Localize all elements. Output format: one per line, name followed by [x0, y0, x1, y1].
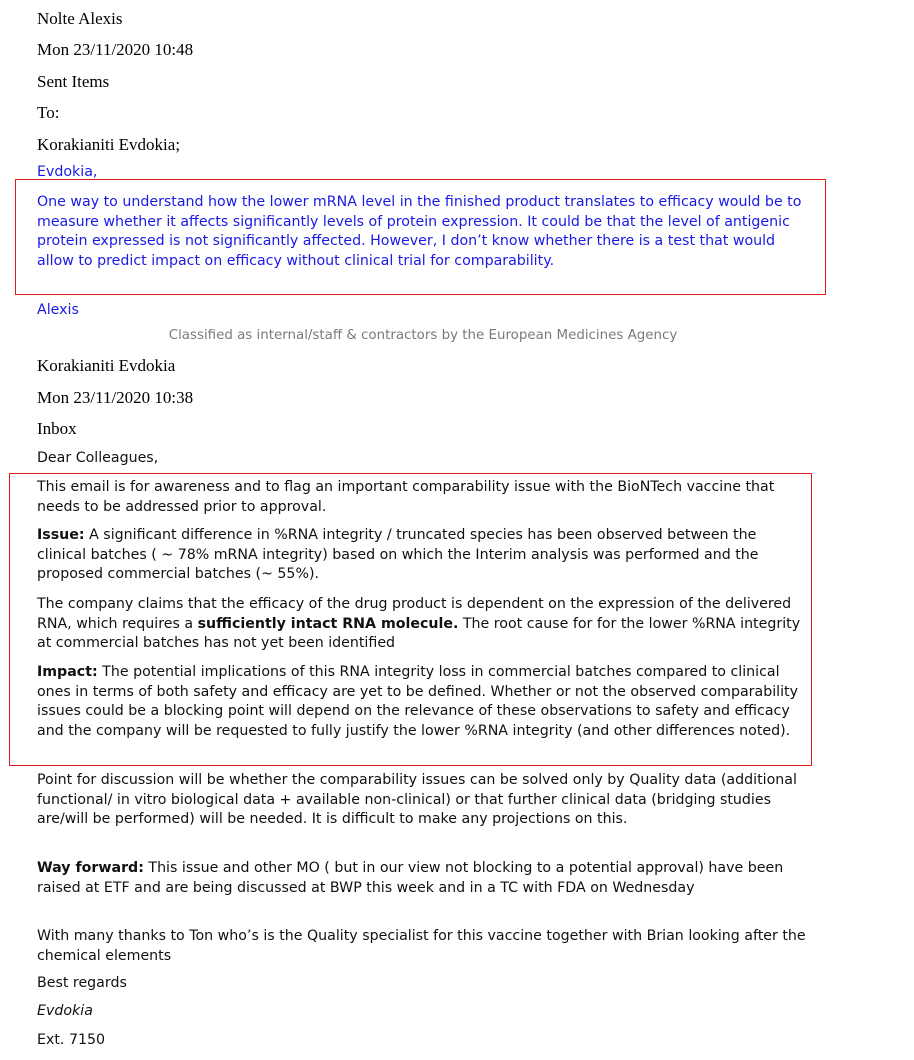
- reply-greeting: Evdokia,: [37, 164, 98, 180]
- paragraph-impact: [37, 663, 807, 741]
- to-label: To:: [37, 103, 60, 122]
- paragraph-awareness: This email is for awareness and to flag an important comparability issue with the BioNTech vaccine that needs to be addressed prior to approval.: [37, 479, 775, 515]
- way-forward-label: Way forward:: [37, 860, 144, 876]
- sender-name: Nolte Alexis: [37, 9, 123, 28]
- paragraph-way-forward: [37, 859, 807, 898]
- original-sender-name: Korakianiti Evdokia: [37, 356, 176, 375]
- impact-text: The potential implications of this RNA integrity loss in commercial batches compared to clinical ones in terms of both safety and efficacy are yet to be defined. Whether or not the observed comparability issues could be a blocking point will depend on the relevance of these observations to safety and efficacy and the company will be requested to fully justify the lower %RNA integrity (and other differences noted).: [37, 664, 798, 739]
- impact-label: Impact:: [37, 664, 98, 680]
- sent-date: Mon 23/11/2020 10:48: [37, 40, 194, 59]
- signature-name-text: Evdokia: [37, 1003, 93, 1019]
- claims-bold: sufficiently intact RNA molecule.: [197, 615, 459, 632]
- way-forward-text: This issue and other MO ( but in our view not blocking to a potential approval) have been raised at ETF and are being discussed at BWP this week and in a TC with FDA on Wednesday: [37, 860, 784, 896]
- claims-text-b: The root cause for for the lower %RNA integrity at commercial batches has not yet been identified: [37, 615, 801, 652]
- recipient-name: Korakianiti Evdokia;: [37, 135, 181, 154]
- closing: Best regards: [37, 975, 127, 991]
- paragraph-issue: [37, 526, 807, 585]
- signature-name: [37, 1002, 827, 1022]
- paragraph-company-claims: [37, 595, 807, 654]
- reply-body: One way to understand how the lower mRNA level in the finished product translates to efficacy would be to measure whether it affects significantly levels of protein expression. It could be that the level of antigenic protein expressed is not significantly affected. However, I don’t know whether there is a test that would allow to predict impact on efficacy without clinical trial for comparability.: [37, 194, 802, 269]
- original-sent-date: Mon 23/11/2020 10:38: [37, 388, 194, 407]
- reply-signoff: Alexis: [37, 302, 79, 318]
- paragraph-discussion: Point for discussion will be whether the comparability issues can be solved only by Quality data (additional functional/ in vitro biological data + available non-clinical) or that further clinical data (bridging studies are/will be performed) will be needed. It is difficult to make any projections on this.: [37, 772, 797, 828]
- issue-label: Issue:: [37, 527, 85, 543]
- issue-text: A significant difference in %RNA integrity / truncated species has been observed between the clinical batches ( ~ 78% mRNA integrity) based on which the Interim analysis was performed and the proposed commercial batches (~ 55%).: [37, 527, 759, 583]
- claims-text-a: The company claims that the efficacy of the drug product is dependent on the expression of the delivered RNA, which requires a: [37, 596, 792, 632]
- folder-label: Sent Items: [37, 72, 110, 91]
- extension-number: Ext. 7150: [37, 1032, 106, 1048]
- original-greeting: Dear Colleagues,: [37, 450, 159, 466]
- classification-notice: Classified as internal/staff & contractors by the European Medicines Agency: [168, 328, 678, 343]
- original-folder-label: Inbox: [37, 419, 77, 438]
- paragraph-thanks: With many thanks to Ton who’s is the Quality specialist for this vaccine together with Brian looking after the chemical elements: [37, 928, 806, 964]
